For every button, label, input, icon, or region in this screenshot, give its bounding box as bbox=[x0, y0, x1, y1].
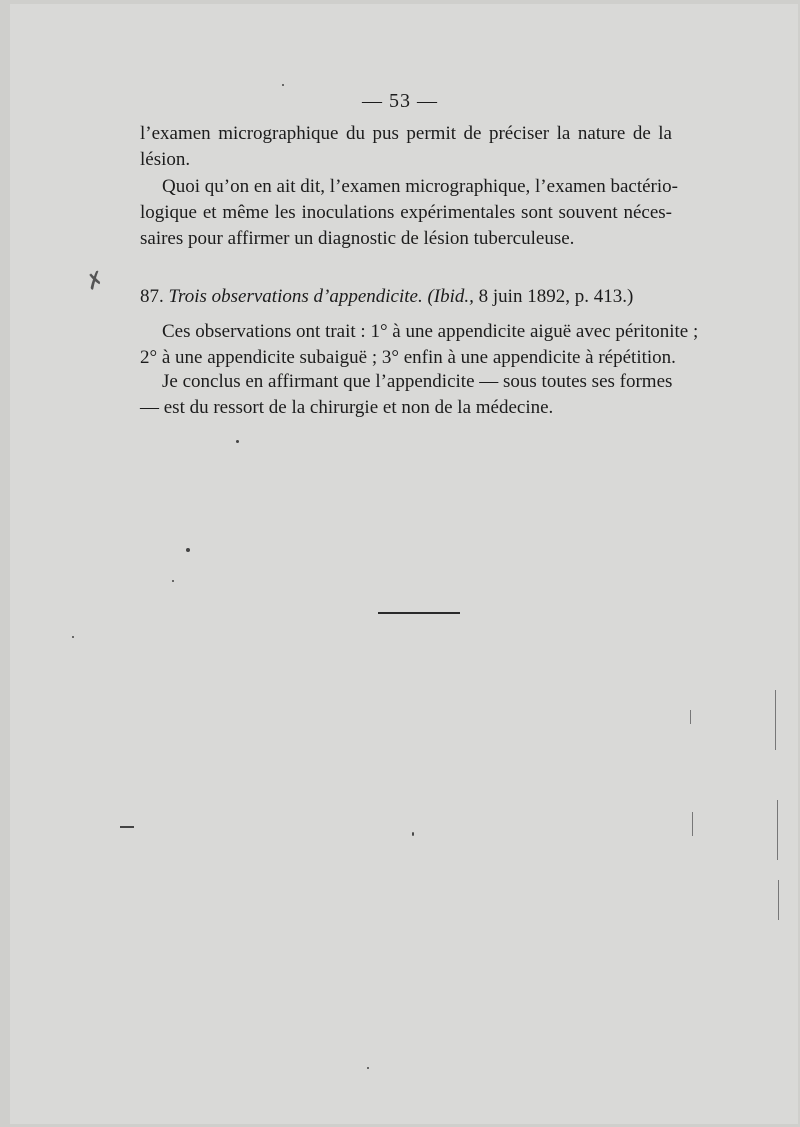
section-divider bbox=[378, 612, 460, 614]
paragraph-3-line-2: 2° à une appendicite subaiguë ; 3° enfin à une appendicite à répétition. bbox=[140, 347, 676, 368]
bibliography-entry bbox=[140, 284, 672, 310]
edge-artifact bbox=[778, 880, 779, 920]
scan-speck bbox=[367, 1067, 369, 1069]
scan-speck bbox=[282, 84, 284, 86]
scan-speck bbox=[186, 548, 190, 552]
edge-artifact bbox=[690, 710, 691, 724]
paragraph-1-line-2: lésion. bbox=[140, 149, 191, 170]
paragraph-4-line-2: — est du ressort de la chirurgie et non de la médecine. bbox=[140, 397, 554, 418]
entry-date: 8 juin 1892, p. 413.) bbox=[478, 286, 634, 307]
paragraph-2-line-1: Quoi qu’on en ait dit, l’examen micrographique, l’examen bactério- bbox=[162, 176, 678, 197]
paragraph-4-line-1: Je conclus en affirmant que l’appendicite — sous toutes ses formes bbox=[162, 371, 673, 392]
scan-speck bbox=[120, 826, 134, 828]
page-number: — 53 — bbox=[362, 90, 438, 112]
paragraph-3-line-1: Ces observations ont trait : 1° à une appendicite aiguë avec péritonite ; bbox=[162, 321, 699, 342]
paragraph-3 bbox=[140, 319, 699, 371]
entry-title: Trois observations d’appendicite. bbox=[168, 286, 423, 307]
edge-artifact bbox=[775, 690, 776, 750]
paragraph-4 bbox=[140, 369, 672, 421]
paragraph-1 bbox=[140, 121, 672, 173]
paragraph-2-line-2: logique et même les inoculations expérimentales sont souvent néces- bbox=[140, 202, 672, 223]
margin-annotation: ✗ bbox=[82, 265, 108, 296]
scan-speck bbox=[72, 636, 74, 638]
paragraph-2-line-3: saires pour affirmer un diagnostic de lésion tuberculeuse. bbox=[140, 228, 575, 249]
scan-speck bbox=[172, 580, 174, 582]
edge-artifact bbox=[692, 812, 693, 836]
edge-artifact bbox=[777, 800, 778, 860]
paragraph-1-line-1: l’examen micrographique du pus permit de préciser la nature de la bbox=[140, 123, 672, 144]
scan-speck bbox=[236, 440, 239, 443]
paragraph-2 bbox=[140, 174, 678, 252]
scan-speck bbox=[412, 832, 414, 836]
entry-number: 87. bbox=[140, 286, 164, 307]
entry-source: (Ibid., bbox=[427, 286, 474, 307]
